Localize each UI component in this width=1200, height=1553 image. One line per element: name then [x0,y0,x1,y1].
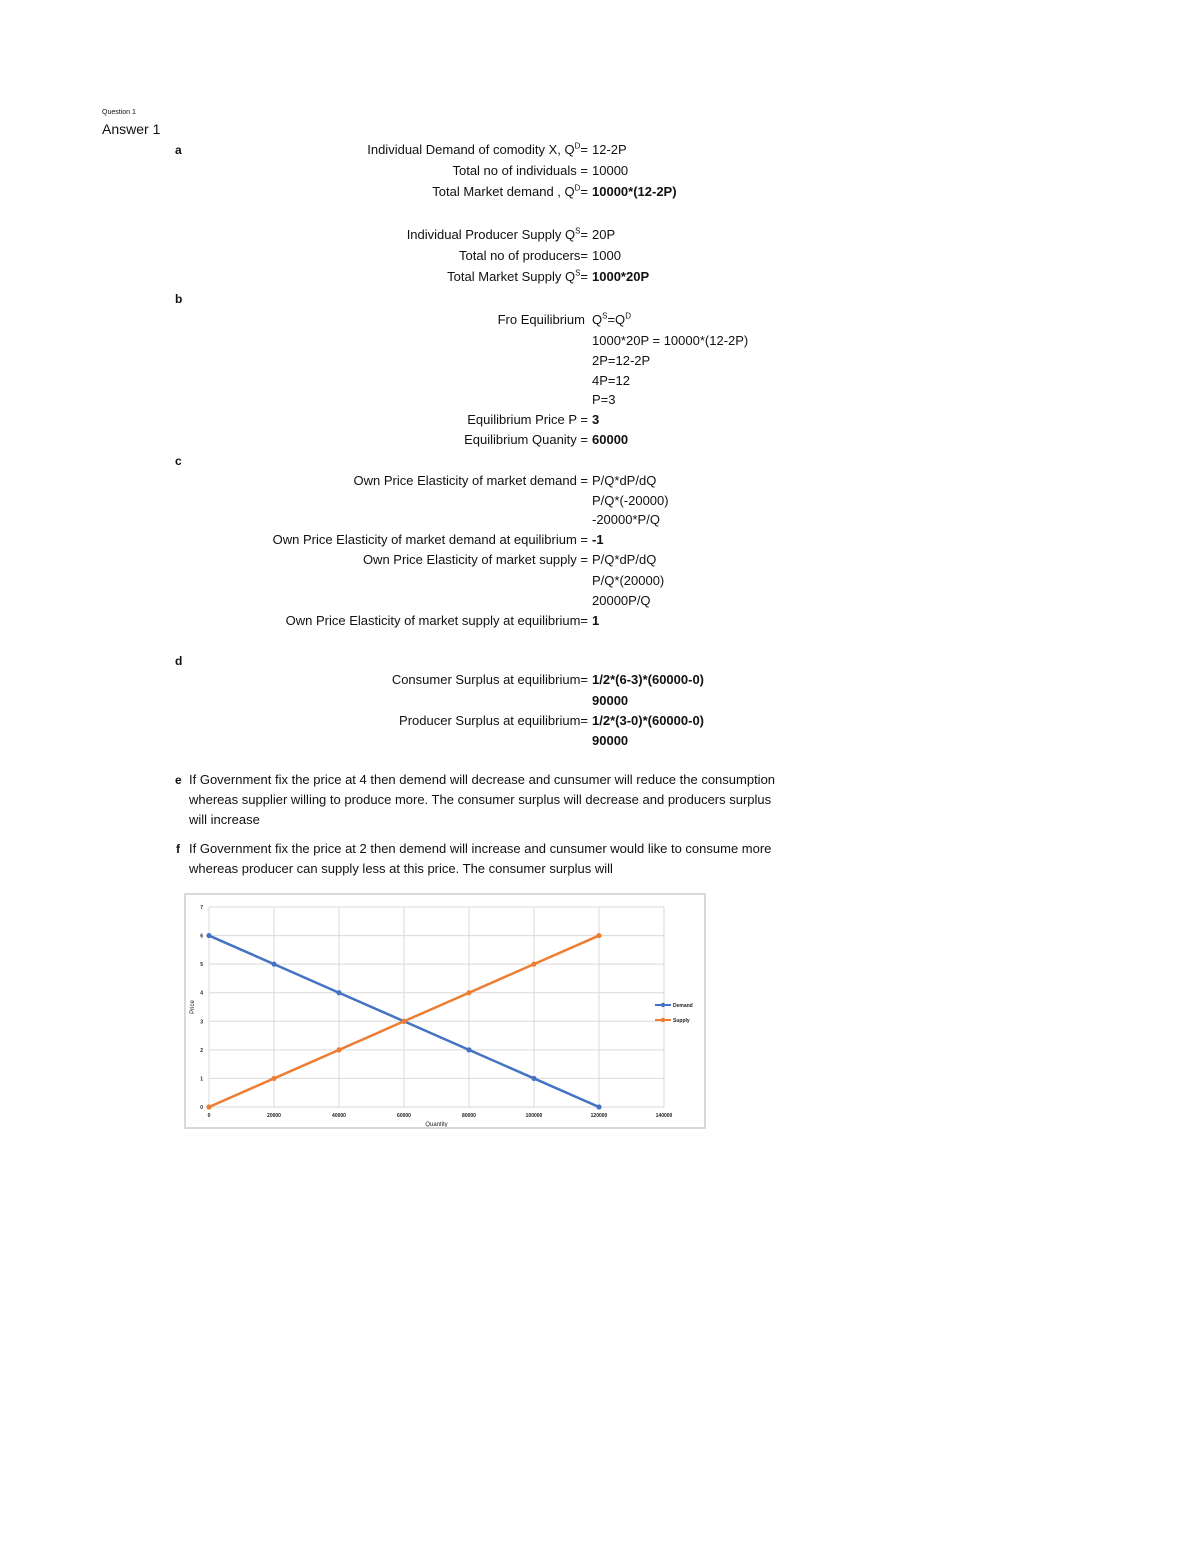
producer-surplus-value: 90000 [592,733,629,748]
legend-label-demand: Demand [673,1003,693,1009]
individual-demand-value: 12-2P [592,142,627,157]
legend-label-supply: Supply [673,1018,690,1024]
supply-elasticity-step-3: 20000P/Q [592,593,651,608]
y-tick-label: 0 [200,1105,203,1111]
x-tick-label: 80000 [462,1113,476,1119]
x-tick-label: 140000 [655,1113,673,1119]
y-tick-label: 2 [200,1047,203,1054]
consumer-surplus-label: Consumer Surplus at equilibrium= [391,672,588,687]
demand-elasticity-label: Own Price Elasticity of market demand = [353,473,588,488]
equilibrium-step-3: 4P=12 [592,373,630,388]
y-tick-label: 4 [200,990,203,997]
data-point-supply [206,1104,211,1109]
total-individuals-value: 10000 [592,163,629,178]
section-e-text: If Government fix the price at 4 then demend will decrease and cunsumer will reduce the consumption whereas supplier willing to produce more. The consumer surplus will decrease and producers surplus will increase [189,772,776,827]
demand-elasticity-equilibrium-label: Own Price Elasticity of market demand at equilibrium = [272,532,588,547]
demand-elasticity-step-3: -20000*P/Q [592,512,660,527]
section-a-letter: a [175,143,182,157]
y-tick-label: 7 [200,905,203,911]
total-producers-label: Total no of producers= [459,248,588,263]
supply-elasticity-step-1: P/Q*dP/dQ [592,552,657,567]
x-tick-label: 60000 [397,1113,411,1119]
data-point-supply [401,1019,406,1024]
legend-marker-supply [661,1018,665,1022]
data-point-demand [531,1076,536,1081]
data-point-supply [531,962,536,967]
demand-elasticity-step-2: P/Q*(-20000) [592,493,669,508]
y-axis-title: Price [190,1000,196,1014]
section-c-letter: c [175,454,182,468]
section-b-letter: b [175,292,183,306]
chart-svg [186,895,704,1127]
x-tick-label: 20000 [267,1113,281,1119]
x-tick-label: 100000 [525,1113,543,1119]
individual-supply-value: 20P [592,227,616,242]
y-tick-label: 5 [200,962,203,969]
section-e-letter: e [175,773,182,787]
x-axis-title: Quantity [425,1122,448,1127]
y-tick-label: 1 [200,1076,203,1083]
demand-elasticity-step-1: P/Q*dP/dQ [592,473,657,488]
data-point-demand [206,933,211,938]
consumer-surplus-value: 90000 [592,693,629,708]
y-tick-label: 6 [200,933,203,940]
answer-heading: Answer 1 [102,121,161,137]
market-supply-value: 1000*20P [592,269,650,284]
equilibrium-step-4: P=3 [592,392,616,407]
data-point-supply [466,990,471,995]
market-demand-value: 10000*(12-2P) [592,184,677,199]
y-tick-label: 3 [200,1019,203,1026]
data-point-demand [596,1104,601,1109]
data-point-demand [336,990,341,995]
supply-elasticity-step-2: P/Q*(20000) [592,573,665,588]
question-heading: Question 1 [102,109,136,116]
section-f-text: If Government fix the price at 2 then demend will increase and cunsumer would like to consume more whereas producer can supply less at this price. The consumer surplus will [189,841,772,876]
equilibrium-condition-label: Fro Equilibrium [497,312,585,327]
demand-elasticity-equilibrium-value: -1 [592,532,604,547]
supply-elasticity-equilibrium-value: 1 [592,613,600,628]
producer-surplus-formula: 1/2*(3-0)*(60000-0) [592,713,705,728]
total-producers-value: 1000 [592,248,621,263]
supply-elasticity-equilibrium-label: Own Price Elasticity of market supply at equilibrium= [285,613,588,628]
individual-supply-label: Individual Producer Supply $Q^S=$ [406,226,588,242]
individual-demand-label: Individual Demand of comodity X, $Q^D=$ [367,141,588,157]
consumer-surplus-formula: 1/2*(6-3)*(60000-0) [592,672,705,687]
data-point-supply [271,1076,276,1081]
x-tick-label: 0 [207,1113,211,1119]
section-f-letter: f [176,842,180,856]
price-quantity-chart [184,893,706,1129]
equilibrium-step-2: 2P=12-2P [592,353,651,368]
equilibrium-quantity-value: 60000 [592,432,629,447]
equilibrium-condition-value: $Q^S=Q^D$ [592,311,631,327]
equilibrium-price-value: 3 [592,412,600,427]
legend-marker-demand [661,1003,665,1007]
supply-elasticity-label: Own Price Elasticity of market supply = [362,552,588,567]
section-d-letter: d [175,654,183,668]
data-point-demand [466,1047,471,1052]
total-individuals-label: Total no of individuals = [452,163,588,178]
market-demand-label: Total Market demand , $Q^D=$ [432,183,588,199]
data-point-demand [271,962,276,967]
data-point-supply [596,933,601,938]
x-tick-label: 120000 [590,1113,608,1119]
equilibrium-quantity-label: Equilibrium Quanity = [464,432,588,447]
x-tick-label: 40000 [332,1113,346,1119]
equilibrium-step-1: 1000*20P = 10000*(12-2P) [592,333,749,348]
market-supply-label: Total Market Supply $Q^S=$ [447,268,588,284]
producer-surplus-label: Producer Surplus at equilibrium= [399,713,588,728]
data-point-supply [336,1047,341,1052]
equilibrium-price-label: Equilibrium Price P = [467,412,588,427]
